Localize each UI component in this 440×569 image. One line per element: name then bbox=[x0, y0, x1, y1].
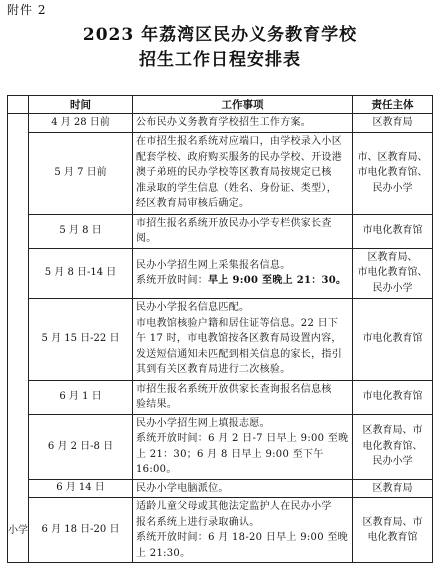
page-title-line-2: 招生工作日程安排表 bbox=[139, 50, 301, 70]
row-subject bbox=[353, 214, 433, 248]
subject-line: 民办小学 bbox=[372, 456, 413, 468]
row-subject bbox=[353, 380, 433, 414]
table-header-row bbox=[8, 96, 433, 114]
task-line: 发送短信通知未匹配到相关信息的家长，指引 bbox=[136, 348, 342, 360]
page-title-line-1: 2023 年荔湾区民办义务教育学校 bbox=[82, 25, 358, 45]
subject-line: 区教育局、 bbox=[367, 251, 418, 263]
row-subject bbox=[353, 479, 433, 498]
task-line: 报名系统上进行录取确认。 bbox=[136, 516, 260, 528]
task-line: 民办小学招生网上采集报名信息。 bbox=[136, 259, 291, 271]
subject-line: 区教育局 bbox=[372, 117, 413, 128]
row-time: 5 月 7 日前 bbox=[29, 132, 133, 214]
subject-line: 电化教育馆、 bbox=[362, 440, 423, 452]
table-row bbox=[8, 298, 433, 380]
task-line: 市电教馆核验户籍和居住证等信息。22 日下 bbox=[136, 317, 339, 329]
category-cell bbox=[8, 114, 29, 563]
table-row bbox=[8, 380, 433, 414]
task-line: 民办小学报名信息匹配。 bbox=[136, 302, 250, 314]
header-time: 时间 bbox=[29, 96, 133, 114]
table-row bbox=[8, 414, 433, 479]
task-line: 午 17 时，市电教馆按各区教育局设置内容， bbox=[136, 333, 342, 345]
row-subject bbox=[353, 248, 433, 298]
row-task bbox=[133, 498, 353, 563]
task-time-bold: 早上 9:00 至晚上 21：30。 bbox=[208, 275, 347, 286]
subject-line: 民办小学 bbox=[372, 282, 413, 294]
row-time: 5 月 8 日 bbox=[29, 214, 133, 248]
row-time: 6 月 2 日-8 日 bbox=[29, 414, 133, 479]
row-task bbox=[133, 132, 353, 214]
table-row bbox=[8, 214, 433, 248]
subject-line: 市电化教育馆 bbox=[362, 333, 423, 345]
task-line: 经区教育局审核后确定。 bbox=[136, 198, 250, 210]
table-row bbox=[8, 114, 433, 133]
row-task bbox=[133, 248, 353, 298]
row-subject bbox=[353, 132, 433, 214]
subject-line: 市、区教育局、 bbox=[357, 151, 428, 163]
row-subject bbox=[353, 114, 433, 133]
subject-line: 市电化教育馆 bbox=[362, 391, 423, 403]
row-subject bbox=[353, 298, 433, 380]
task-line: 市招生报名系统开放供家长查询报名信息核 bbox=[136, 383, 332, 395]
row-subject bbox=[353, 414, 433, 479]
row-time: 5 月 8 日-14 日 bbox=[29, 248, 133, 298]
row-task bbox=[133, 298, 353, 380]
task-line bbox=[136, 273, 349, 289]
row-time: 6 月 14 日 bbox=[29, 479, 133, 498]
task-line: 阅。 bbox=[136, 233, 157, 244]
task-line: 验结果。 bbox=[136, 399, 178, 410]
table-row bbox=[8, 132, 433, 214]
table-row bbox=[8, 498, 433, 563]
subject-line: 区教育局、市 bbox=[362, 425, 423, 437]
row-task bbox=[133, 414, 353, 479]
task-line: 澳子弟班的民办学校等区教育局按规定已核 bbox=[136, 167, 332, 179]
header-task: 工作事项 bbox=[133, 96, 353, 114]
task-line: 上 21:30。 bbox=[136, 547, 191, 559]
row-time: 6 月 1 日 bbox=[29, 380, 133, 414]
task-line: 在市招生报名系统对应端口，由学校录入小区 bbox=[136, 136, 342, 148]
row-time: 5 月 15 日-22 日 bbox=[29, 298, 133, 380]
task-line: 民办小学电脑派位。 bbox=[136, 482, 229, 494]
header-subject: 责任主体 bbox=[353, 96, 433, 114]
header-category bbox=[8, 96, 29, 114]
task-line: 系统开放时间：6 月 18-20 日早上 9:00 至晚 bbox=[136, 532, 348, 543]
schedule-table bbox=[7, 95, 433, 563]
row-time: 4 月 28 日前 bbox=[29, 114, 133, 133]
task-line: 配套学校、政府购买服务的民办学校、开设港 bbox=[136, 151, 342, 163]
subject-line: 区教育局 bbox=[372, 482, 413, 494]
task-line: 系统开放时间：6 月 2 日-7 日早上 9:00 至晚 bbox=[136, 433, 349, 444]
task-line: 民办小学招生网上填报志愿。 bbox=[136, 417, 270, 429]
table-row bbox=[8, 248, 433, 298]
row-time: 6 月 18 日-20 日 bbox=[29, 498, 133, 563]
task-line: 公布民办义务教育学校招生工作方案。 bbox=[136, 117, 312, 128]
annex-label: 附件 2 bbox=[7, 3, 47, 17]
row-task bbox=[133, 380, 353, 414]
subject-line: 市电化教育馆 bbox=[362, 225, 423, 237]
subject-line: 区教育局、市 bbox=[362, 516, 423, 528]
row-task bbox=[133, 479, 353, 498]
task-time-prefix: 系统开放时间： bbox=[136, 275, 209, 286]
table-row bbox=[8, 479, 433, 498]
task-line: 市招生报名系统开放民办小学专栏供家长查 bbox=[136, 217, 332, 229]
task-line: 准录取的学生信息（姓名、身份证、类型）， bbox=[136, 182, 337, 194]
row-task bbox=[133, 114, 353, 133]
subject-line: 民办小学 bbox=[372, 182, 413, 194]
task-line: 上 21：30；6 月 8 日早上 9:00 至下午 16:00。 bbox=[136, 448, 324, 475]
subject-line: 市电化教育馆、 bbox=[357, 267, 428, 279]
task-line: 其到有关区教育局进行二次核验。 bbox=[136, 364, 291, 376]
subject-line: 电化教育馆 bbox=[367, 532, 418, 543]
category-label: 小学 bbox=[8, 525, 28, 536]
task-line: 适龄儿童父母或其他法定监护人在民办小学 bbox=[136, 501, 332, 512]
row-task bbox=[133, 214, 353, 248]
subject-line: 市电化教育馆、 bbox=[357, 167, 428, 179]
row-subject bbox=[353, 498, 433, 563]
